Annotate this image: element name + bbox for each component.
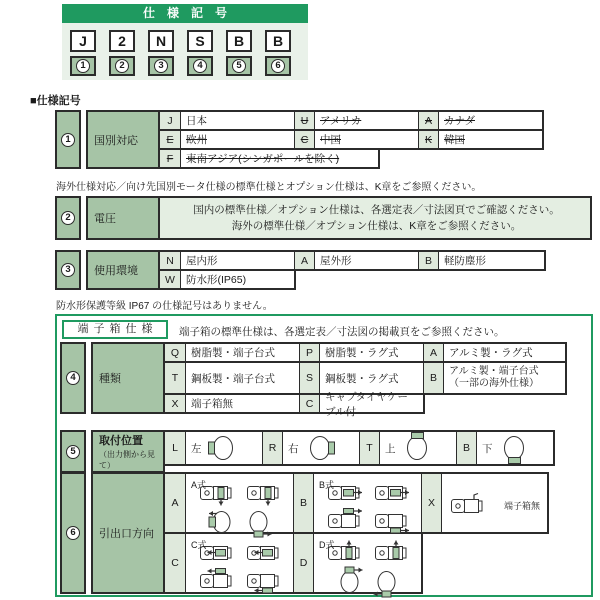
value-cell: アルミ製・端子台式 （一部の海外仕様） — [443, 363, 565, 393]
code-cell: D — [293, 534, 313, 592]
digit-box-1 — [70, 56, 96, 76]
circled-number: 4 — [193, 59, 207, 73]
leadout-d-cell: D式 — [313, 534, 421, 592]
value-cell: 樹脂製・端子台式 — [185, 344, 299, 361]
section-number-1 — [55, 110, 81, 169]
code-cell: A — [165, 474, 185, 532]
value-cell: アメリカ — [314, 112, 418, 129]
value-cell: 韓国 — [438, 131, 542, 148]
sv-right-bottom-icon — [373, 506, 410, 534]
section-number-3 — [55, 250, 81, 290]
code-cell: K — [418, 131, 438, 148]
section-type — [60, 342, 567, 418]
table-row — [163, 342, 567, 363]
section-environment — [55, 250, 546, 290]
circled-number: 6 — [66, 526, 80, 540]
code-cell: C — [165, 534, 185, 592]
code-cell: N — [160, 252, 180, 269]
section-country — [55, 110, 544, 169]
code-cell: B — [423, 363, 443, 393]
code-letter-1: J — [70, 30, 96, 52]
value-cell: 軽防塵形 — [438, 252, 544, 269]
mount-top-cell: 上 — [379, 432, 456, 464]
code-cell: C — [294, 131, 314, 148]
section-number-6 — [60, 472, 86, 594]
section-number-2 — [55, 196, 81, 240]
code-cell: A — [418, 112, 438, 129]
spec-code-digits — [70, 56, 308, 76]
category-label-environment: 使用環境 — [86, 250, 160, 290]
section-voltage — [55, 196, 592, 240]
value-cell: 欧州 — [180, 131, 294, 148]
code-cell: S — [299, 363, 319, 393]
sv-down-icon — [245, 478, 282, 506]
code-letter-4: S — [187, 30, 213, 52]
code-letter-6: B — [265, 30, 291, 52]
code-cell: A — [294, 252, 314, 269]
value-cell: キャブタイヤケーブル付 — [319, 395, 423, 412]
section-number-4 — [60, 342, 86, 414]
digit-box-3 — [148, 56, 174, 76]
section-leadout-direction — [60, 472, 549, 594]
value-cell: 端子箱無 — [185, 395, 299, 412]
table-row — [163, 532, 423, 594]
table-row — [158, 269, 296, 290]
value-cell: 日本 — [180, 112, 294, 129]
value-cell: 屋外形 — [314, 252, 418, 269]
code-cell: Q — [165, 344, 185, 361]
spec-code-panel — [62, 4, 308, 80]
mount-right-cell: 右 — [282, 432, 359, 464]
spec-code-title: 仕様記号 — [62, 4, 308, 23]
circled-number: 6 — [271, 59, 285, 73]
code-cell: L — [165, 432, 185, 464]
table-row — [163, 390, 425, 418]
sv-right-mid-icon — [373, 478, 410, 506]
digit-box-4 — [187, 56, 213, 76]
circled-number: 1 — [76, 59, 90, 73]
mount-bottom-cell: 下 — [476, 432, 553, 464]
waterproof-note: 防水形保護等級 IP67 の仕様記号はありません。 — [56, 301, 273, 312]
digit-box-5 — [226, 56, 252, 76]
circled-number: 3 — [154, 59, 168, 73]
category-label-leadout: 引出口方向 — [91, 472, 165, 594]
circled-number: 1 — [61, 133, 75, 147]
circled-number: 5 — [232, 59, 246, 73]
code-cell: P — [299, 344, 319, 361]
value-cell: 防水形(IP65) — [180, 271, 294, 288]
code-cell: J — [160, 112, 180, 129]
table-row — [158, 250, 546, 271]
value-cell: 鋼板製・ラグ式 — [319, 363, 423, 393]
circled-number: 2 — [61, 211, 75, 225]
category-label-country: 国別対応 — [86, 110, 160, 169]
code-cell: W — [160, 271, 180, 288]
table-row — [163, 472, 549, 534]
code-cell: F — [160, 150, 180, 167]
leadout-c-cell: C式 — [185, 534, 293, 592]
sv-left-bottom-icon — [245, 566, 282, 594]
value-cell: 樹脂製・ラグ式 — [319, 344, 423, 361]
sv-left-mid-icon — [245, 538, 282, 566]
code-cell: U — [294, 112, 314, 129]
category-label-mount-position: 取付位置 （出力側から見て） — [91, 430, 165, 473]
table-row — [158, 196, 592, 240]
code-letter-2: 2 — [109, 30, 135, 52]
pos-bottom-icon — [499, 432, 529, 464]
section-number-5 — [60, 430, 86, 473]
mount-left-cell: 左 — [185, 432, 262, 464]
code-cell: A — [423, 344, 443, 361]
code-cell: X — [165, 395, 185, 412]
voltage-text-cell: 国内の標準仕様／オプション仕様は、各選定表／寸法図頁でご確認ください。 海外の標準仕様／オプション仕様は、K章をご参照ください。 — [160, 198, 590, 238]
code-cell: B — [456, 432, 476, 464]
value-cell: アルミ製・ラグ式 — [443, 344, 565, 361]
code-cell: T — [359, 432, 379, 464]
circled-number: 5 — [66, 445, 80, 459]
category-label-voltage: 電圧 — [86, 196, 160, 240]
code-cell: B — [418, 252, 438, 269]
code-cell: B — [293, 474, 313, 532]
circled-number: 2 — [115, 59, 129, 73]
section-mount-position — [60, 430, 555, 473]
spec-code-letters — [70, 30, 308, 52]
sv-left-top-icon — [198, 566, 235, 594]
table-row — [158, 148, 380, 169]
code-letter-3: N — [148, 30, 174, 52]
value-cell: 中国 — [314, 131, 418, 148]
terminal-box-tag: 端子箱仕様 — [62, 320, 168, 339]
ev-top-right-icon — [336, 566, 363, 598]
table-row — [158, 129, 544, 150]
leadout-x-cell: 端子箱無 — [441, 474, 547, 532]
sv-right-top-icon — [326, 506, 363, 534]
circled-number: 4 — [66, 371, 80, 385]
digit-box-6 — [265, 56, 291, 76]
terminal-box-note: 端子箱の標準仕様は、各選定表／寸法図の掲載頁をご参照ください。 — [179, 326, 505, 338]
leadout-a-cell: A式 — [185, 474, 293, 532]
pos-left-icon — [208, 432, 238, 464]
code-cell: C — [299, 395, 319, 412]
code-cell: X — [421, 474, 441, 532]
sv-plain-icon — [449, 491, 486, 519]
code-cell: R — [262, 432, 282, 464]
table-row — [158, 110, 544, 131]
sv-up-icon — [373, 538, 410, 566]
value-cell: 屋内形 — [180, 252, 294, 269]
pos-top-icon — [402, 432, 432, 464]
category-label-type: 種類 — [91, 342, 165, 414]
code-letter-5: B — [226, 30, 252, 52]
country-note: 海外仕様対応／向け先国別モータ仕様の標準仕様とオプション仕様は、K章をご参照ください。 — [56, 182, 482, 193]
value-cell: 鋼板製・端子台式 — [185, 363, 299, 393]
value-cell: 東南アジア(シンガポールを除く) — [180, 150, 378, 167]
circled-number: 3 — [61, 263, 75, 277]
leadout-b-cell: B式 — [313, 474, 421, 532]
digit-box-2 — [109, 56, 135, 76]
table-row — [163, 430, 555, 466]
section-heading: ■仕様記号 — [30, 95, 81, 107]
code-cell: T — [165, 363, 185, 393]
terminal-box-section — [55, 314, 593, 597]
code-cell: E — [160, 131, 180, 148]
ev-bottom-left-icon — [373, 566, 400, 598]
value-cell: カナダ — [438, 112, 542, 129]
pos-right-icon — [305, 432, 335, 464]
